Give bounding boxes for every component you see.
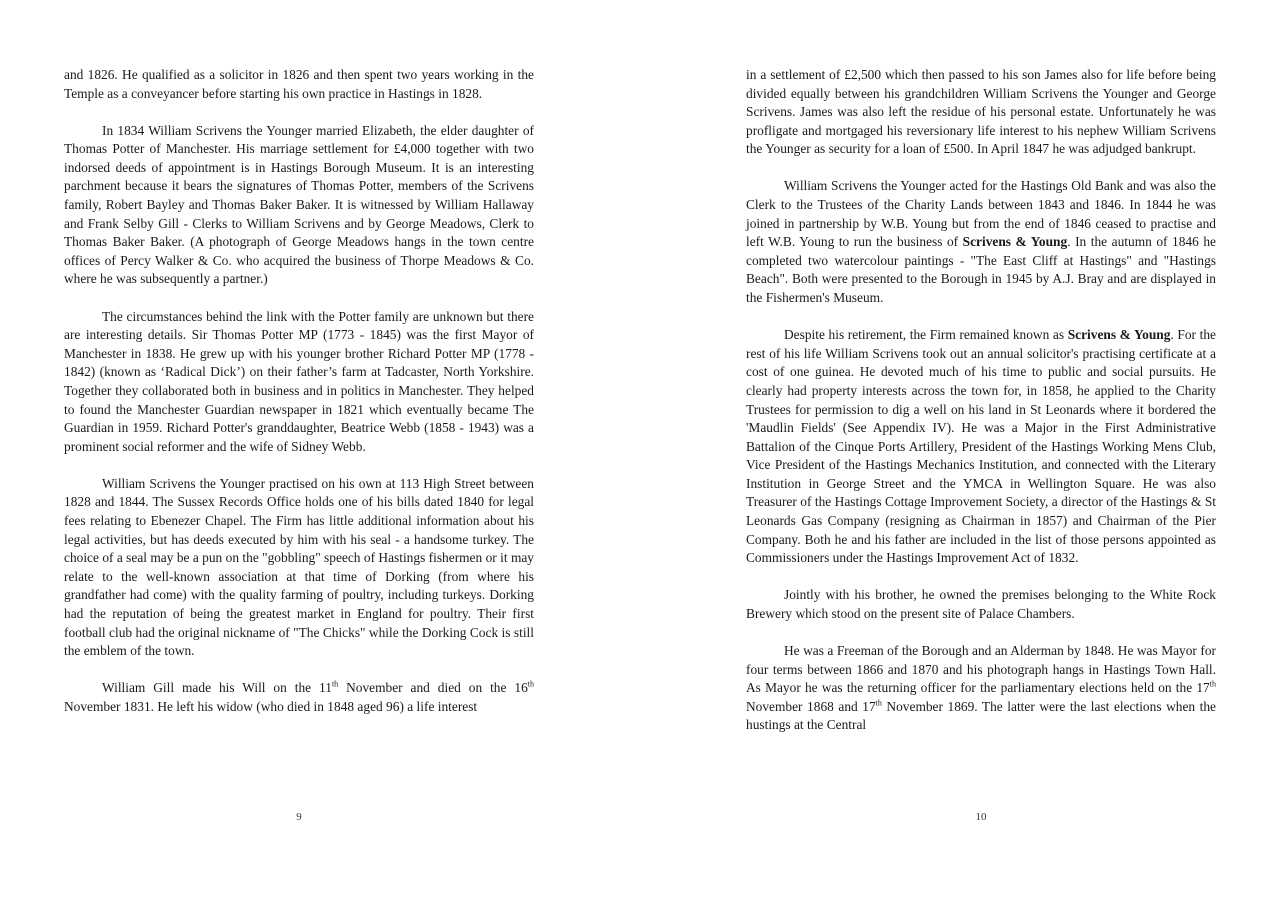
text-run: November 1831. He left his widow (who died in 1848 aged 96) a life interest xyxy=(64,698,478,714)
paragraph xyxy=(64,308,534,457)
text-run: in a settlement of £2,500 which then passed to his son James also for life before being divided equally between his grandchildren William Scrivens the Younger and George Scrivens. James was also left the residue of his personal estate. Unfortunately he was profligate and mortgaged his reversionary life interest to his nephew William Scrivens the Younger as security for a loan of £500. In April 1847 he was adjudged bankrupt. xyxy=(746,67,1216,157)
ordinal-suffix: th xyxy=(875,698,882,708)
page-body xyxy=(64,66,534,735)
text-run: Jointly with his brother, he owned the premises belonging to the White Rock Brewery which stood on the present site of Palace Chambers. xyxy=(746,587,1216,621)
page-number: 10 xyxy=(975,811,987,823)
paragraph xyxy=(64,475,534,661)
paragraph xyxy=(746,642,1216,735)
ordinal-suffix: th xyxy=(331,679,339,689)
page-number: 9 xyxy=(296,811,302,823)
paragraph xyxy=(746,66,1216,159)
text-run: William Scrivens the Younger practised on his own at 113 High Street between 1828 and 1844. The Sussex Records Office holds one of his bills dated 1840 for legal fees relating to Ebenezer Chapel. The Firm has little additional information about his legal activities, but has deeds executed by him with his seal - a handsome turkey. The choice of a seal may be a pun on the "gobbling" speech of Hastings fishermen or it may relate to the well-known association at that time of Dorking (from where his grandfather had come) with the quality farming of poultry, including turkeys. Dorking had the reputation of being the greatest market in England for poultry. Their first football club had the original nickname of "The Chicks" while the Dorking Cock is still the emblem of the town. xyxy=(64,475,534,659)
ordinal-suffix: th xyxy=(1209,679,1216,689)
left-page xyxy=(64,0,534,906)
paragraph xyxy=(64,122,534,289)
paragraph xyxy=(746,586,1216,623)
text-run: and 1826. He qualified as a solicitor in 1826 and then spent two years working in the Temple as a conveyancer before starting his own practice in Hastings in 1828. xyxy=(64,67,534,101)
paragraph xyxy=(64,679,534,716)
text-run: November 1869. The latter were the last elections when the hustings at the Central xyxy=(746,698,1216,733)
text-run: The circumstances behind the link with the Potter family are unknown but there are interesting details. Sir Thomas Potter MP (1773 - 1845) was the first Mayor of Manchester in 1838. He grew up with his younger brother Richard Potter MP (1778 - 1842) (known as ‘Radical Dick’) on their father’s farm at Tadcaster, North Yorkshire. Together they collaborated both in business and in politics in Manchester. They helped to found the Manchester Guardian newspaper in 1821 which eventually became The Guardian in 1959. Richard Potter's granddaughter, Beatrice Webb (1858 - 1943) was a prominent social reformer and the wife of Sidney Webb. xyxy=(64,308,534,454)
firm-name: Scrivens & Young xyxy=(1067,327,1171,343)
page-body xyxy=(746,66,1216,754)
paragraph xyxy=(746,177,1216,307)
text-run: William Gill made his Will on the 11 xyxy=(102,680,332,696)
text-run: In 1834 William Scrivens the Younger married Elizabeth, the elder daughter of Thomas Potter of Manchester. His marriage settlement for £4,000 together with two indorsed deeds of appointment is in Hastings Borough Museum. It is an interesting parchment because it bears the signatures of Thomas Potter, members of the Scrivens family, Robert Bayley and Thomas Baker Baker. It is witnessed by William Hallaway and Frank Selby Gill - Clerks to William Scrivens and by George Meadows, Clerk to Thomas Baker Baker. (A photograph of George Meadows hangs in the town centre offices of Percy Walker & Co. who acquired the business of Thorpe Meadows & Co. where he was subsequently a partner.) xyxy=(64,122,534,287)
ordinal-suffix: th xyxy=(527,679,534,689)
text-run: November and died on the 16 xyxy=(338,680,528,696)
firm-name: Scrivens & Young xyxy=(962,234,1068,250)
paragraph xyxy=(64,66,534,103)
paragraph xyxy=(746,326,1216,568)
text-run: . In the autumn of 1846 he completed two watercolour paintings - "The East Cliff at Hastings" and "Hastings Beach". Both were presented to the Borough in 1945 by A.J. Bray and are displayed in the Fishermen's Museum. xyxy=(746,234,1216,306)
right-page xyxy=(746,0,1216,906)
text-run: He was a Freeman of the Borough and an Alderman by 1848. He was Mayor for four terms between 1866 and 1870 and his photograph hangs in Hastings Town Hall. As Mayor he was the returning officer for the parliamentary elections held on the 17 xyxy=(746,643,1216,696)
text-run: Despite his retirement, the Firm remained known as xyxy=(784,327,1068,343)
text-run: William Scrivens the Younger acted for the Hastings Old Bank and was also the Clerk to the Trustees of the Charity Lands between 1843 and 1846. In 1844 he was joined in partnership by W.B. Young but from the end of 1846 ceased to practise and left W.B. Young to run the business of xyxy=(746,178,1216,250)
text-run: November 1868 and 17 xyxy=(746,698,876,714)
text-run: . For the rest of his life William Scrivens took out an annual solicitor's practising certificate at a cost of one guinea. He devoted much of his time to public and social pursuits. He clearly had property interests across the town for, in 1858, he applied to the Charity Trustees for permission to dig a well on his land in St Leonards where it bordered the 'Maudlin Fields' (See Appendix IV). He was a Major in the First Administrative Battalion of the Cinque Ports Artillery, President of the Hastings Working Mens Club, Vice President of the Hastings Mechanics Institution, and connected with the Literary Institution in George Street and the YMCA in Wellington Square. He was also Treasurer of the Hastings Cottage Improvement Society, a director of the Hastings & St Leonards Gas Company (resigning as Chairman in 1857) and Chairman of the Pier Company. Both he and his father are included in the list of those persons appointed as Commissioners under the Hastings Improvement Act of 1832. xyxy=(746,327,1216,566)
